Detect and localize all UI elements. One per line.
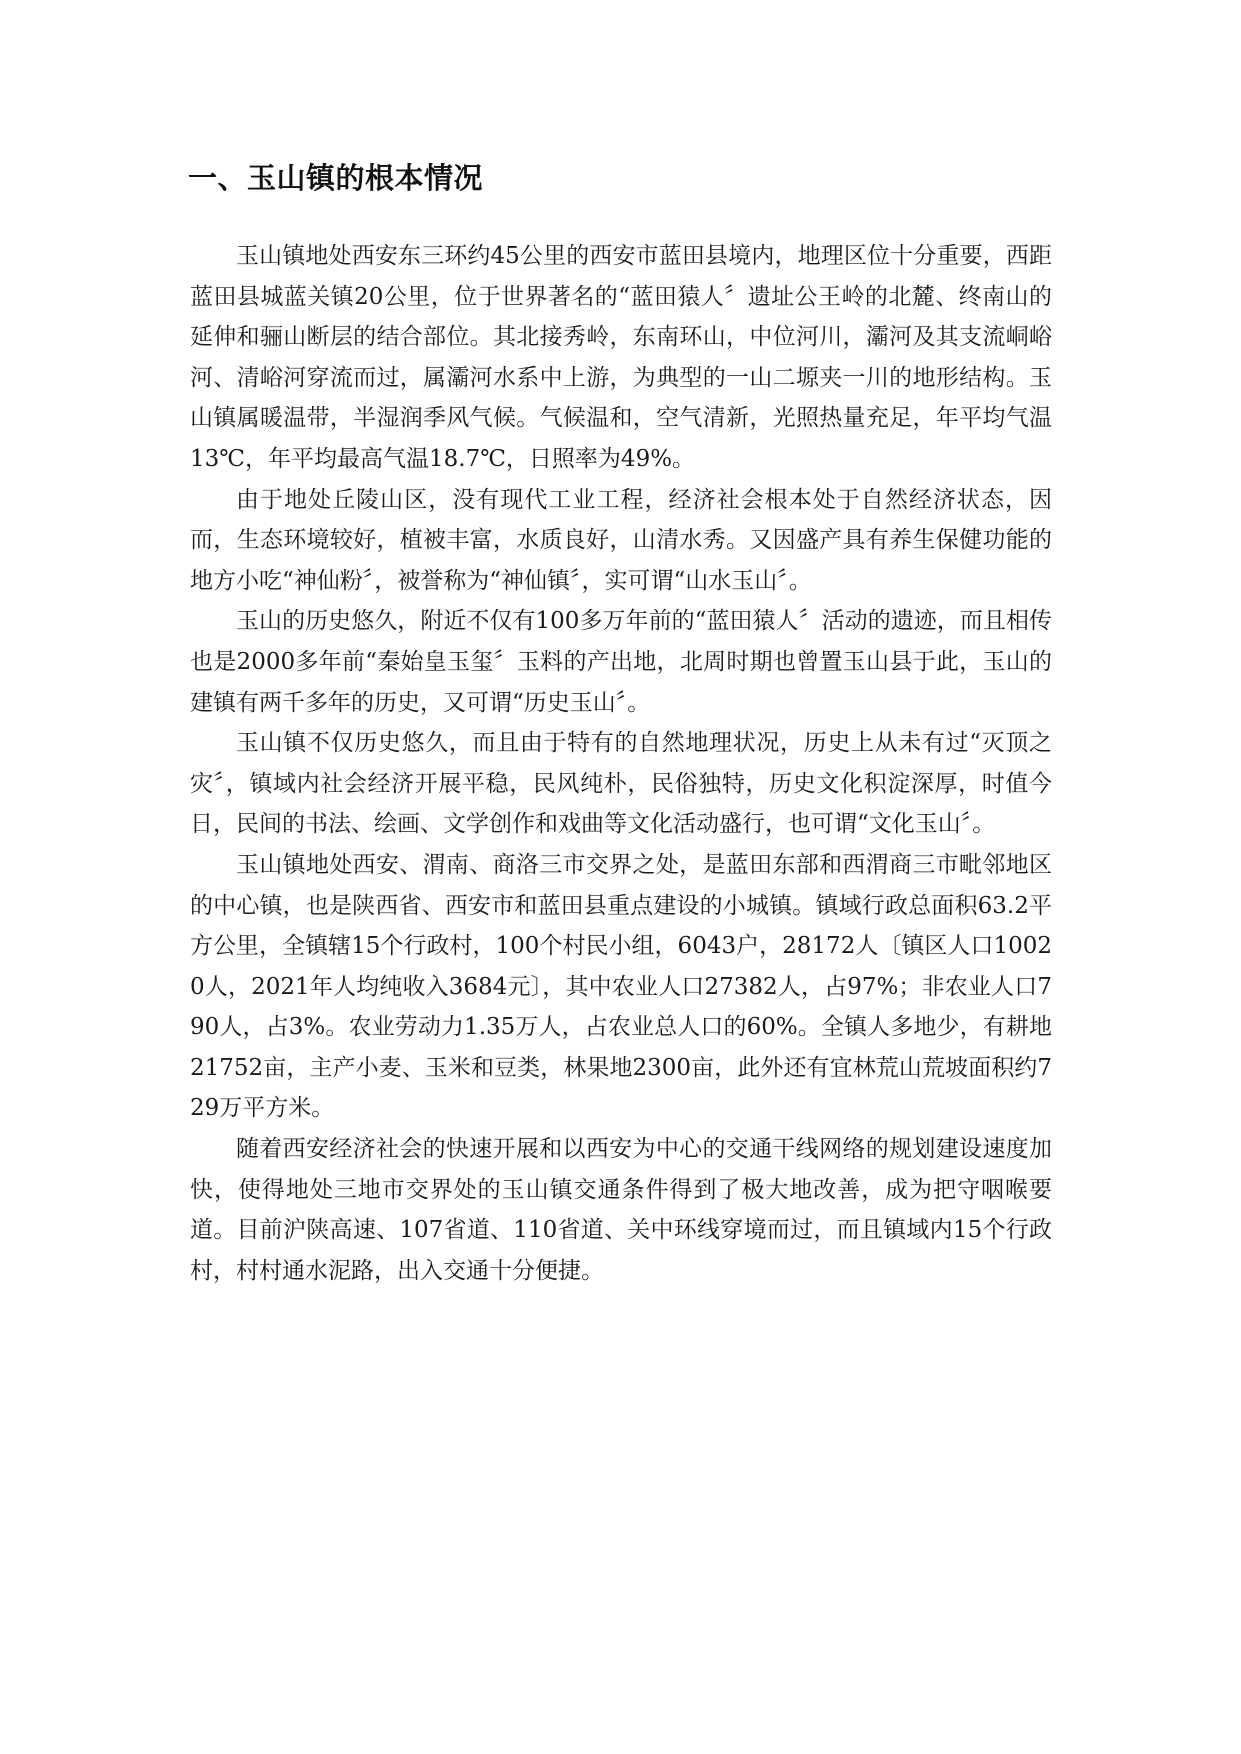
paragraph-culture: 玉山镇不仅历史悠久，而且由于特有的自然地理状况，历史上从未有过“灭顶之灾〞，镇域内社会经济开展平稳，民风纯朴，民俗独特，历史文化积淀深厚，时值今日，民间的书法、绘画、文学创作和戏曲等文化活动盛行，也可谓“文化玉山〞。 [190,730,1052,838]
paragraph-history: 玉山的历史悠久，附近不仅有100多万年前的“蓝田猿人〞活动的遗迹，而且相传也是2000多年前“秦始皇玉玺〞玉料的产出地，北周时期也曾置玉山县于此，玉山的建镇有两千多年的历史，又可谓“历史玉山〞。 [190,608,1052,716]
body-text [190,236,1052,1291]
section-heading: 一、玉山镇的根本情况 [188,161,484,195]
paragraph-transport: 随着西安经济社会的快速开展和以西安为中心的交通干线网络的规划建设速度加快，使得地处三地市交界处的玉山镇交通条件得到了极大地改善，成为把守咽喉要道。目前沪陕高速、107省道、110省道、关中环线穿境而过，而且镇域内15个行政村，村村通水泥路，出入交通十分便捷。 [190,1136,1052,1284]
paragraph-ecology: 由于地处丘陵山区，没有现代工业工程，经济社会根本处于自然经济状态，因而，生态环境较好，植被丰富，水质良好，山清水秀。又因盛产具有养生保健功能的地方小吃“神仙粉〞，被誉称为“神仙镇〞，实可谓“山水玉山〞。 [190,486,1052,594]
paragraph-demographics: 玉山镇地处西安、渭南、商洛三市交界之处，是蓝田东部和西渭商三市毗邻地区的中心镇，也是陕西省、西安市和蓝田县重点建设的小城镇。镇域行政总面积63.2平方公里，全镇辖15个行政村，100个村民小组，6043户，28172人〔镇区人口10020人，2021年人均纯收入3684元〕，其中农业人口27382人，占97%；非农业人口790人，占3%。农业劳动力1.35万人，占农业总人口的60%。全镇人多地少，有耕地21752亩，主产小麦、玉米和豆类，林果地2300亩，此外还有宜林荒山荒坡面积约729万平方米。 [190,851,1052,1122]
paragraph-location-climate: 玉山镇地处西安东三环约45公里的西安市蓝田县境内，地理区位十分重要，西距蓝田县城蓝关镇20公里，位于世界著名的“蓝田猿人〞遗址公王岭的北麓、终南山的延伸和骊山断层的结合部位。其北接秀岭，东南环山，中位河川，灞河及其支流峒峪河、清峪河穿流而过，属灞河水系中上游，为典型的一山二塬夹一川的地形结构。玉山镇属暖温带，半湿润季风气候。气候温和，空气清新，光照热量充足，年平均气温13℃，年平均最高气温18.7℃，日照率为49%。 [190,243,1052,472]
